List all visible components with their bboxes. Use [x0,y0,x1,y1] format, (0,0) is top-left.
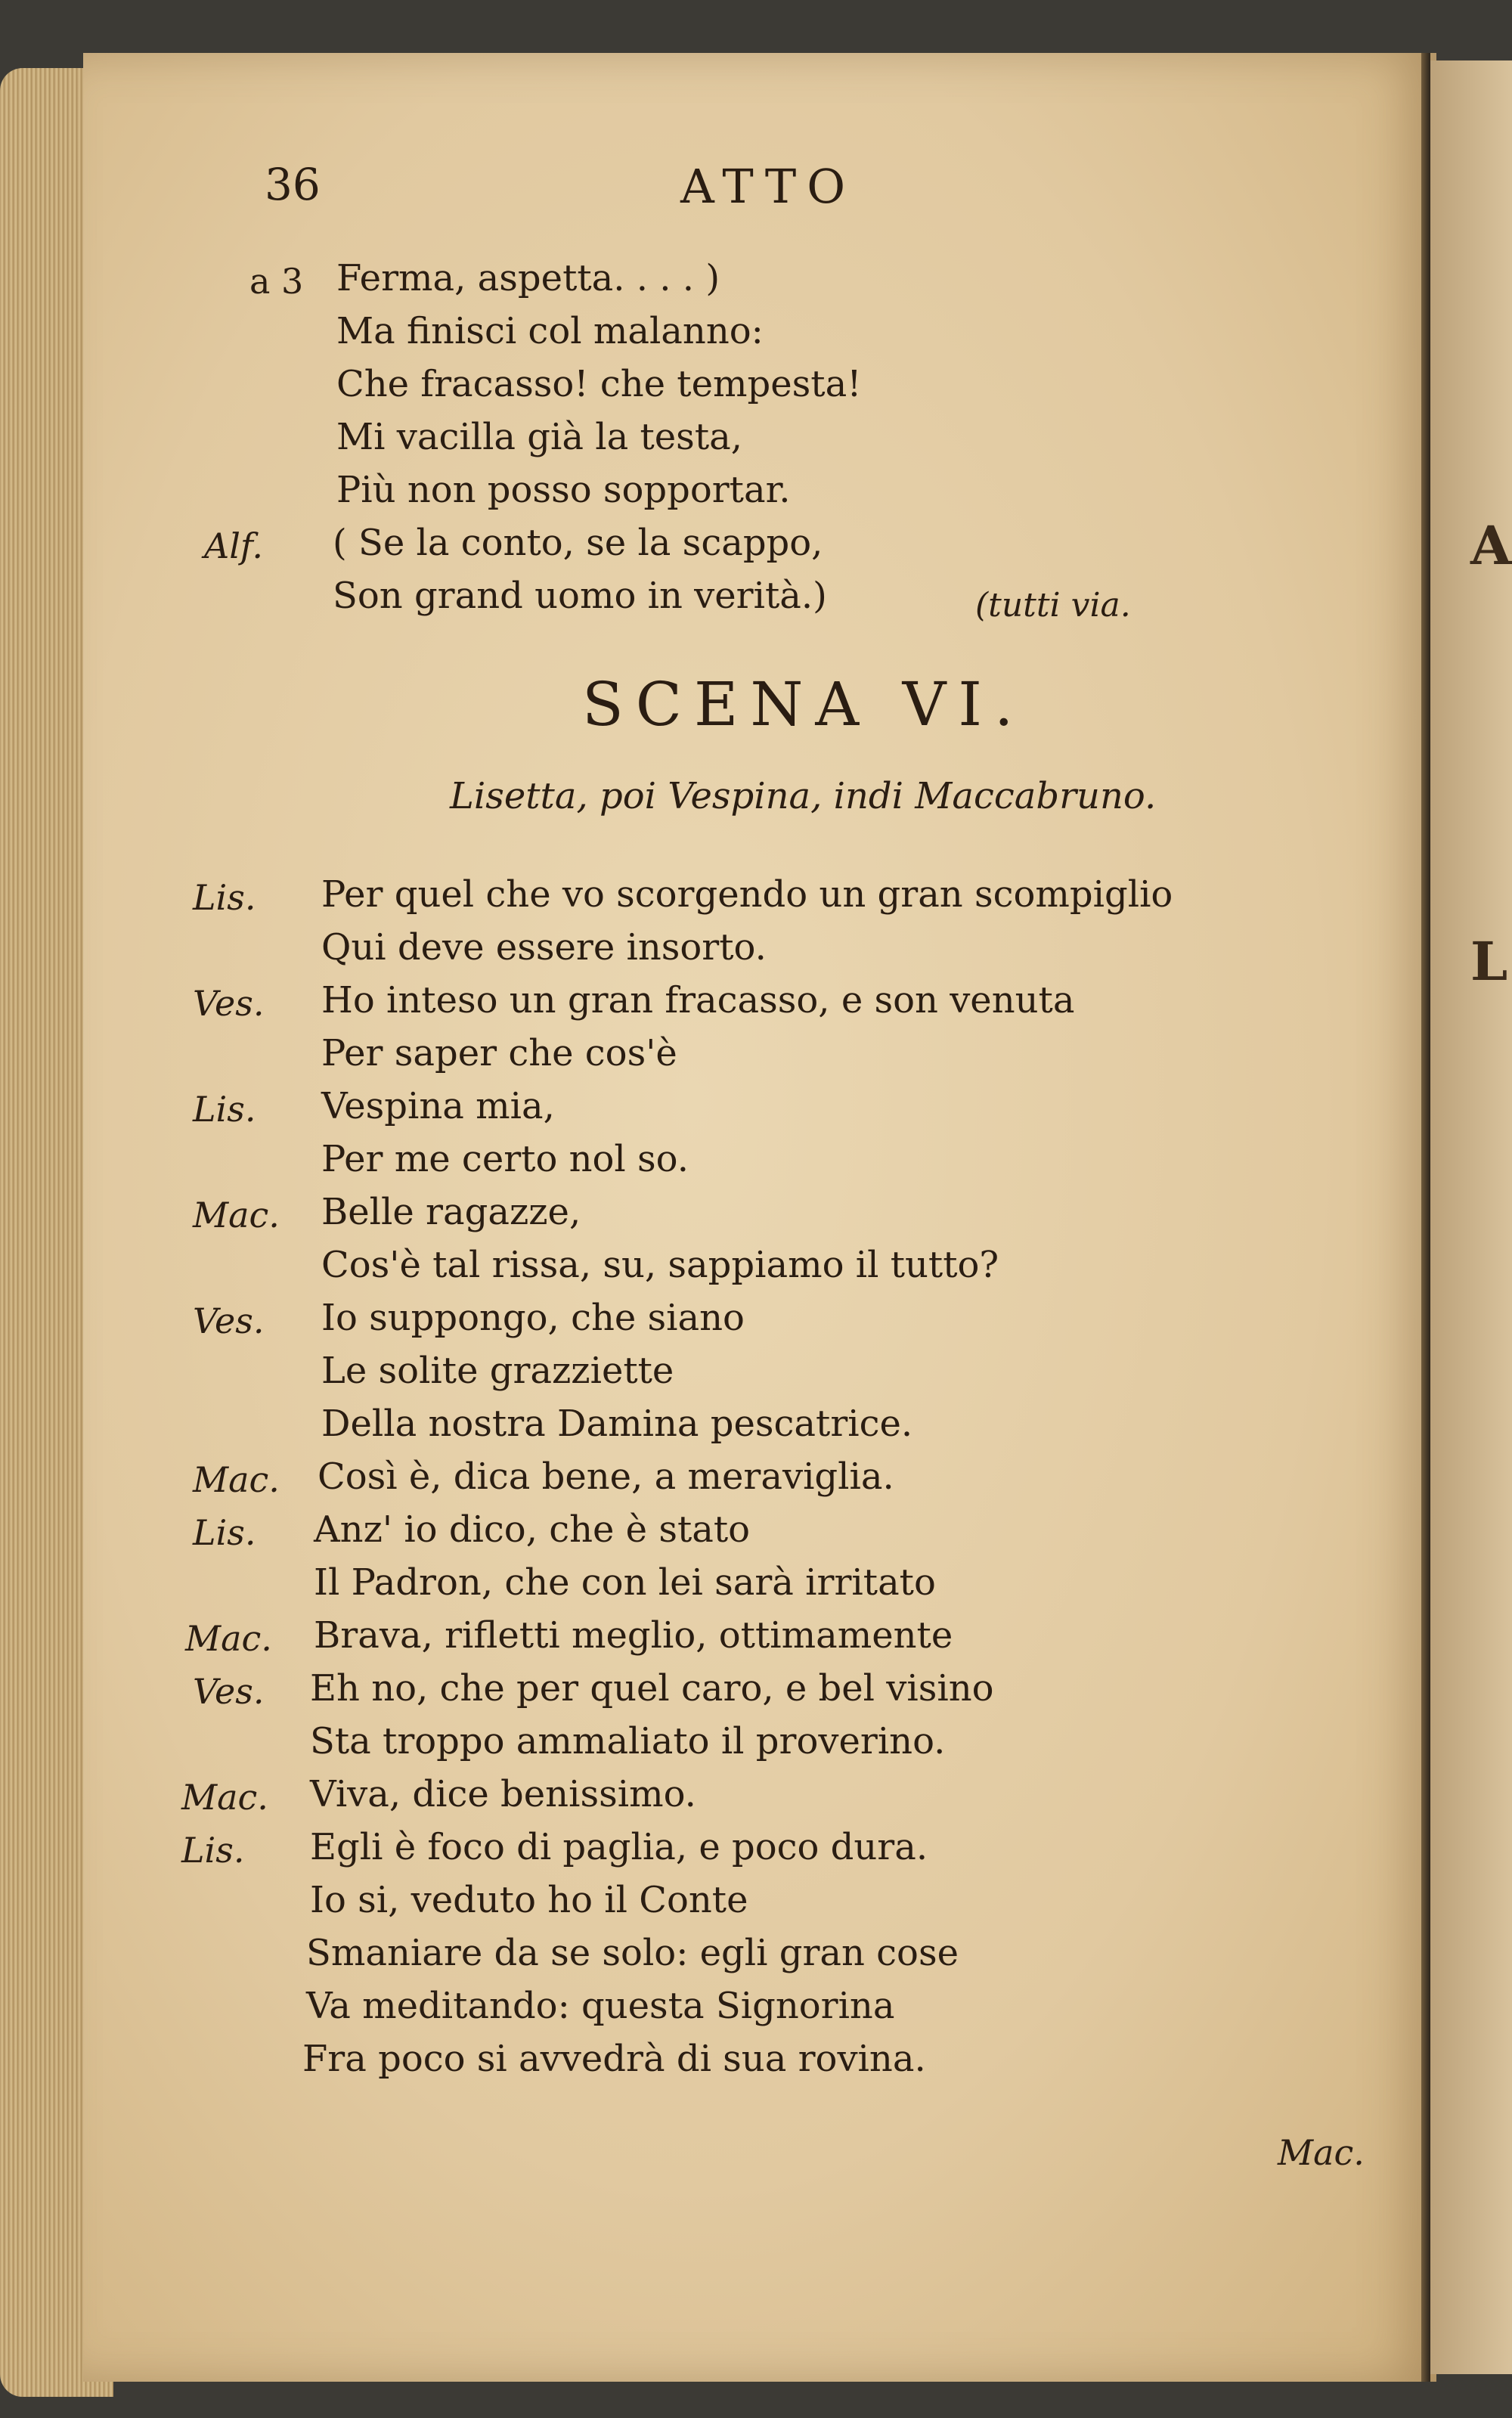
verse-line: Qui deve essere insorto. [321,926,767,969]
verse-line: Sta troppo ammaliato il proverino. [310,1720,946,1762]
bleed-through-glyph: A [1470,514,1512,577]
verse-line: ( Se la conto, se la scappo, [333,522,823,564]
verse-line: Le solite grazziette [321,1350,674,1392]
verse-line: Per me certo nol so. [321,1138,689,1180]
verse-line: Fra poco si avvedrà di sua rovina. [302,2038,926,2080]
speaker-label: Mac. [193,1459,280,1500]
bleed-through-glyph: L [1470,930,1508,993]
catchword: Mac. [1278,2132,1365,2173]
speaker-label: Lis. [193,1512,256,1553]
verse-line: Brava, rifletti meglio, ottimamente [314,1614,953,1657]
speaker-label: Ves. [193,983,265,1024]
verse-line: Belle ragazze, [321,1191,581,1233]
speaker-label: Lis. [193,877,256,918]
book-gutter [1421,53,1430,2382]
scene-title: SCENA VI. [582,669,1026,739]
verse-line: Viva, dice benissimo. [310,1773,696,1815]
scene-characters: Lisetta, poi Vespina, indi Maccabruno. [450,775,1157,817]
speaker-label: Ves. [193,1300,265,1341]
verse-line: Che fracasso! che tempesta! [336,363,862,405]
verse-line: Vespina mia, [321,1085,555,1127]
verse-line: Io suppongo, che siano [321,1297,745,1339]
speaker-label: Lis. [193,1089,256,1130]
verse-line: Io si, veduto ho il Conte [310,1879,748,1921]
verse-line: Smaniare da se solo: egli gran cose [306,1932,959,1974]
speaker-label: Ves. [193,1671,265,1712]
verse-line: Così è, dica bene, a meraviglia. [318,1455,894,1498]
verse-line: Cos'è tal rissa, su, sappiamo il tutto? [321,1244,999,1286]
running-head: ATTO [680,159,857,214]
speaker-label: Mac. [193,1195,280,1235]
page-number: 36 [265,159,321,210]
verse-line: Per quel che vo scorgendo un gran scompiglio [321,873,1173,916]
verse-line: Ho inteso un gran fracasso, e son venuta [321,979,1075,1021]
verse-line: Il Padron, che con lei sarà irritato [314,1561,936,1604]
speaker-label: Mac. [181,1777,268,1818]
verse-line: Ferma, aspetta. . . . ) [336,257,720,299]
speaker-label: Alf. [204,525,263,566]
verse-line: Per saper che cos'è [321,1032,677,1074]
verse-line: Eh no, che per quel caro, e bel visino [310,1667,994,1710]
verse-line: Della nostra Damina pescatrice. [321,1403,913,1445]
verse-line: Va meditando: questa Signorina [306,1985,895,2027]
stage-direction: (tutti via. [975,586,1131,625]
verse-line: Mi vacilla già la testa, [336,416,742,458]
verse-line: Son grand uomo in verità.) [333,575,827,617]
right-page-edge [1430,60,1512,2374]
verse-line: Più non posso sopportar. [336,469,791,511]
verse-line: Egli è foco di paglia, e poco dura. [310,1826,928,1868]
speaker-label: a 3 [249,261,304,302]
verse-line: Ma finisci col malanno: [336,310,764,352]
speaker-label: Mac. [185,1618,272,1659]
verse-line: Anz' io dico, che è stato [314,1508,751,1551]
speaker-label: Lis. [181,1830,245,1871]
